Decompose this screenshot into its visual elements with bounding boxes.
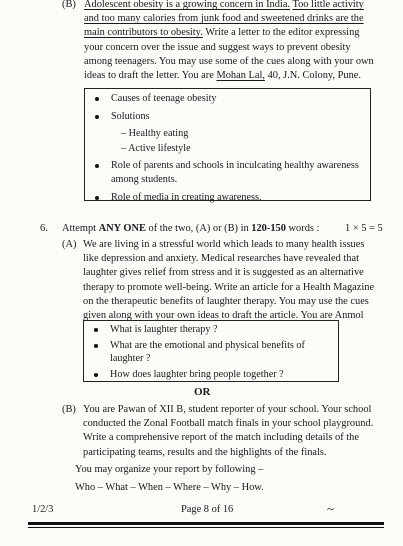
cue-item: Role of media in creating awareness. — [89, 191, 364, 205]
article-question: We are living in a stressful world which leads to many health issues like depression and anxiety. Medical researches have revealed that laughter gives relief from stress and it is suggested as an alternative therapy to promote well-being. Write an article for a Health Magazine on the therapeutic benefits of laughter therapy. You may use the cues given along with your own ideas to draft the article. You are Anmol — [83, 239, 375, 322]
question-marks: 1 × 5 = 5 — [345, 223, 383, 234]
bullet-icon — [95, 164, 99, 168]
bullet-icon — [94, 344, 98, 348]
article-label: (A) — [62, 239, 77, 250]
letter-cue-box — [84, 88, 371, 201]
letter-line-5: among teenagers. You may use some of the cues along with your own — [84, 55, 374, 67]
letter-line-3: main contributors to obesity. Write a letter to the editor expressing — [84, 27, 360, 39]
or-divider: OR — [194, 386, 211, 398]
letter-question — [84, 0, 384, 83]
cue-item: Role of parents and schools in inculcating healthy awareness among students. — [89, 159, 364, 186]
bullet-icon — [94, 373, 98, 377]
bullet-icon — [95, 115, 99, 119]
letter-line-1: Adolescent obesity is a growing concern in India. Too little activity — [84, 0, 364, 10]
report-label: (B) — [62, 404, 76, 415]
cue-subitem: – Active lifestyle — [121, 142, 191, 154]
page-number: Page 8 of 16 — [181, 504, 234, 515]
cue-item: What are the emotional and physical benefits of laughter ? — [88, 339, 332, 366]
cue-item: What is laughter therapy ? — [88, 323, 332, 337]
question-number: 6. — [40, 223, 48, 234]
report-question: You are Pawan of XII B, student reporter of your school. Your school conducted the Zonal Football match finals in your school playground. Write a comprehensive report of the match including details of the participating teams, results and the highlights of the finals. — [83, 404, 374, 458]
report-sequence: Who – What – When – Where – Why – How. — [75, 482, 264, 493]
letter-line-4: your concern over the issue and suggest ways to prevent obesity — [84, 41, 351, 53]
paper-code: 1/2/3 — [32, 504, 54, 515]
scan-mark: ~ — [327, 501, 335, 516]
bullet-icon — [95, 97, 99, 101]
cue-item: Solutions — [89, 110, 364, 124]
footer-rule-thin — [28, 527, 384, 528]
letter-line-6: ideas to draft the letter. You are Mohan Lal, 40, J.N. Colony, Pune. — [84, 70, 361, 82]
cue-item: Causes of teenage obesity — [89, 92, 364, 106]
cue-subitem: – Healthy eating — [121, 128, 189, 140]
article-cue-box — [83, 320, 339, 382]
bullet-icon — [95, 196, 99, 200]
letter-label: (B) — [62, 0, 76, 10]
cue-item: How does laughter bring people together ? — [88, 368, 332, 382]
report-organize: You may organize your report by following – — [75, 464, 264, 475]
footer-rule — [28, 522, 384, 525]
bullet-icon — [94, 328, 98, 332]
letter-line-2: and too many calories from junk food and sweetened drinks are the — [84, 13, 364, 25]
question-instruction: Attempt ANY ONE of the two, (A) or (B) in 120-150 words : — [62, 223, 320, 234]
